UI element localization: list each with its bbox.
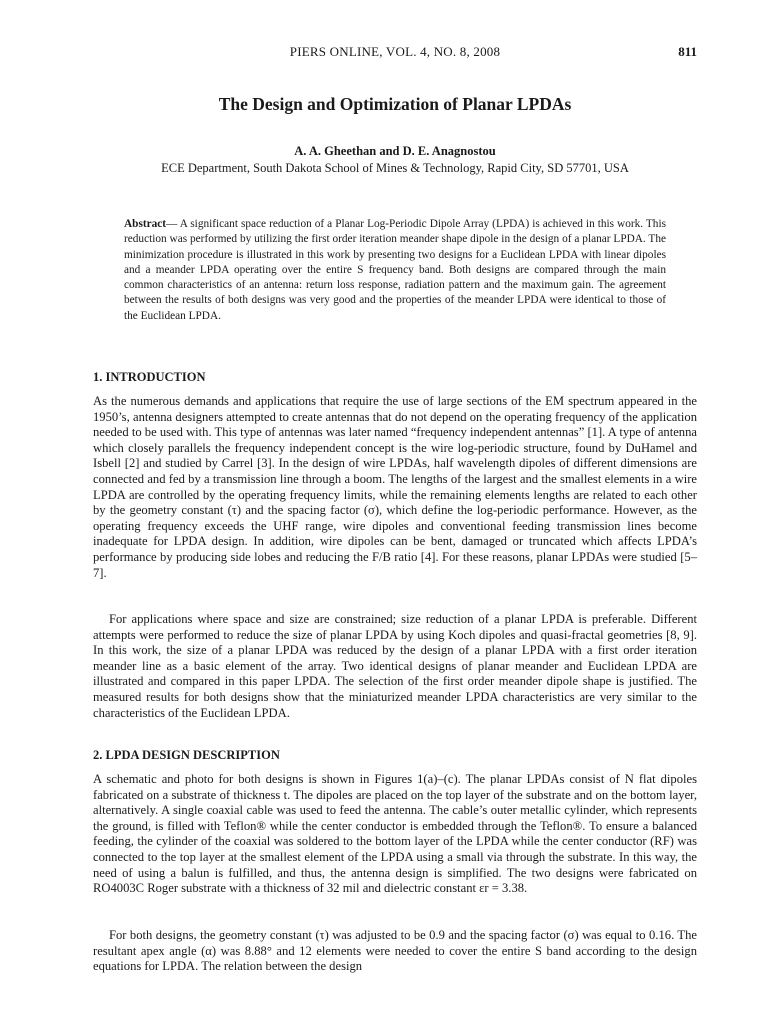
abstract [124,217,666,324]
section-heading-design: 2. LPDA DESIGN DESCRIPTION [93,748,280,762]
abstract-label: Abstract [124,218,167,230]
paper-authors: A. A. Gheethan and D. E. Anagnostou [294,144,496,158]
paper-title: The Design and Optimization of Planar LPDAs [218,94,572,114]
design-paragraph-1: A schematic and photo for both designs is shown in Figures 1(a)–(c). The planar LPDAs consist of N flat dipoles fabricated on a substrate of thickness t. The dipoles are placed on the top layer of the substrate and on the bottom layer, alternatively. A single coaxial cable was used to feed the antenna. The cable’s outer metallic cylinder, which represents the ground, is filled with Teflon® while the center conductor is embedded through the Teflon®. To ensure a balanced feeding, the cylinder of the coaxial was soldered to the bottom layer of the LPDA while the center conductor (RF) was connected to the top layer at the smallest element of the LPDA using a small via through the substrate. In this way, the need of using a balun is fulfilled, and thus, the antenna design is simplified. The two designs were fabricated on RO4003C Roger substrate with a thickness of 32 mil and dielectric constant εr = 3.38. [93,772,697,896]
author-affiliation: ECE Department, South Dakota School of Mines & Technology, Rapid City, SD 57701, USA [161,161,629,175]
section-heading-introduction: 1. INTRODUCTION [93,370,206,384]
abstract-text: — A significant space reduction of a Planar Log-Periodic Dipole Array (LPDA) is achieved in this work. This reduction was performed by utilizing the first order iteration meander shape dipole in the design of a planar LPDA. The minimization procedure is illustrated in this work by presenting two designs for a Euclidean LPDA with linear dipoles and a meander LPDA operating over the entire S frequency band. Both designs are compared through the main common characteristics of an antenna: return loss response, radiation pattern and the maximum gain. The agreement between the results of both designs was very good and the properties of the meander LPDA were identical to those of the Euclidean LPDA. [124,218,666,322]
intro-paragraph-1: As the numerous demands and applications that require the use of large sections of the EM spectrum appeared in the 1950’s, antenna designers attempted to create antennas that do not depend on the operating frequency of the application needed to be used with. This type of antennas was later named “frequency independent antennas” [1]. A type of antenna which closely parallels the frequency independent concept is the wire log-periodic structure, found by DuHamel and Isbell [2] and studied by Carrel [3]. In the design of wire LPDAs, half wavelength dipoles of different dimensions are connected and fed by a transmission line through a boom. The lengths of the largest and the smallest elements in a wire LPDA are controlled by the operating frequency limits, while the remaining elements lengths are related to each other by the geometry constant (τ) and the spacing factor (σ), which define the log-periodic performance. However, as the operating frequency exceeds the UHF range, wire dipoles and conventional feeding transmission lines become inadequate for LPDA design. In addition, wire dipoles can be bent, damaged or truncated which affects LPDA’s performance by producing side lobes and reducing the F/B ratio [4]. For these reasons, planar LPDAs were studied [5–7]. [93,394,697,580]
page-number: 811 [678,44,697,59]
running-header [93,44,697,62]
intro-paragraph-2: For applications where space and size are constrained; size reduction of a planar LPDA is preferable. Different attempts were performed to reduce the size of planar LPDA by using Koch dipoles and quasi-fractal geometries [8, 9]. In this work, the size of a planar LPDA was reduced by the design of a planar LPDA with a first order iteration meander line as a basic element of the array. Two identical designs of planar meander and Euclidean LPDA are illustrated and compared in this paper LPDA. The selection of the first order meander dipole shape is justified. The measured results for both designs show that the miniaturized meander LPDA characteristics are very similar to the characteristics of the Euclidean LPDA. [93,612,697,720]
design-paragraph-2: For both designs, the geometry constant (τ) was adjusted to be 0.9 and the spacing factor (σ) was equal to 0.16. The resultant apex angle (α) was 8.88° and 12 elements were needed to cover the entire S band according to the design equations for LPDA. The relation between the design [93,928,697,974]
journal-citation: PIERS ONLINE, VOL. 4, NO. 8, 2008 [289,44,501,59]
